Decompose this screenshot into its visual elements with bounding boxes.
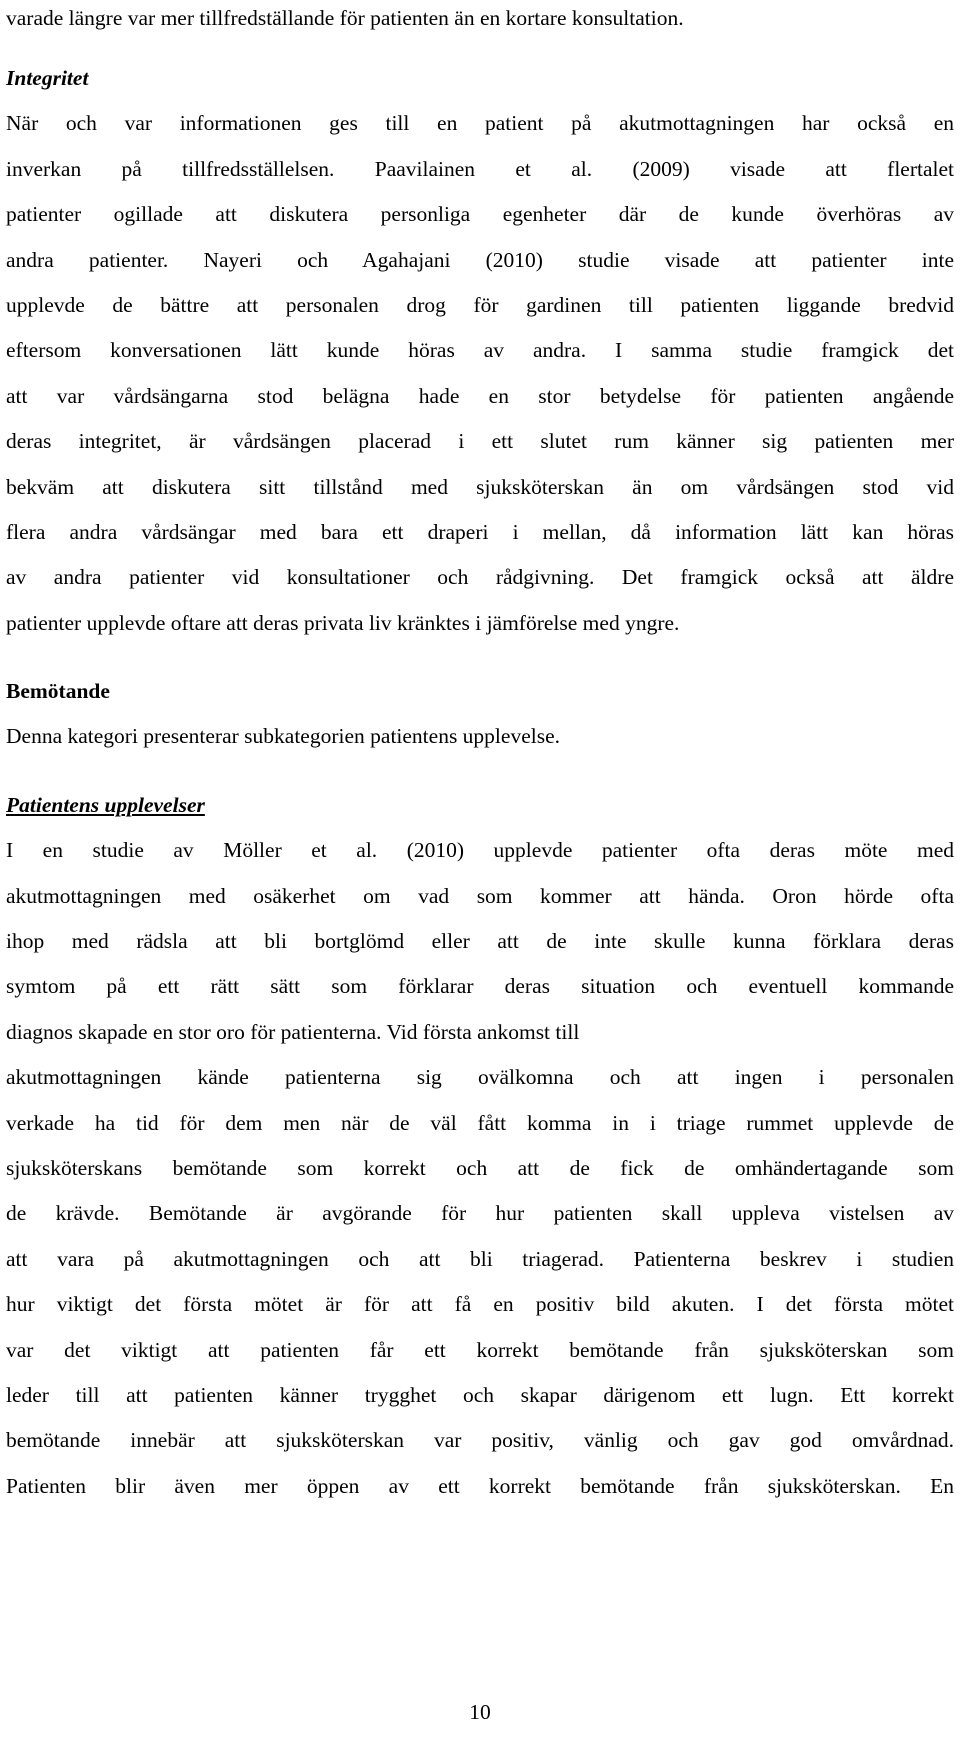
body-text-line: flera andra vårdsängar med bara ett draperi i mellan, då information lätt kan höras (6, 519, 954, 544)
body-text-line: akutmottagningen kände patienterna sig ovälkomna och att ingen i personalen (6, 1065, 954, 1090)
document-page (6, 0, 954, 1509)
body-text-line: andra patienter. Nayeri och Agahajani (2010) studie visade att patienter inte (6, 247, 954, 272)
page-number: 10 (469, 1700, 491, 1724)
body-text-line: av andra patienter vid konsultationer och rådgivning. Det framgick också att äldre (6, 565, 954, 590)
paragraph-integritet (6, 101, 954, 646)
body-text-line: varade längre var mer tillfredställande för patienten än en kortare konsultation. (6, 6, 684, 30)
paragraph-bemotande: Denna kategori presenterar subkategorien patientens upplevelse. (6, 724, 561, 749)
body-text-line: akutmottagningen med osäkerhet om vad som kommer att hända. Oron hörde ofta (6, 883, 954, 908)
body-text-line: upplevde de bättre att personalen drog för gardinen till patienten liggande bredvid (6, 292, 954, 317)
body-text-line: inverkan på tillfredsställelsen. Paavilainen et al. (2009) visade att flertalet (6, 156, 954, 181)
subsection-heading-patientens-upplevelser: Patientens upplevelser (6, 792, 205, 817)
body-text-line: sjuksköterskans bemötande som korrekt och att de fick de omhändertagande som (6, 1155, 954, 1180)
body-text-line: eftersom konversationen lätt kunde höras av andra. I samma studie framgick det (6, 338, 954, 363)
body-text-line: När och var informationen ges till en patient på akutmottagningen har också en (6, 111, 954, 136)
body-text-line: att vara på akutmottagningen och att bli triagerad. Patienterna beskrev i studien (6, 1246, 954, 1271)
body-text-line: I en studie av Möller et al. (2010) upplevde patienter ofta deras möte med (6, 838, 954, 863)
body-text-line: att var vårdsängarna stod belägna hade en stor betydelse för patienten angående (6, 383, 954, 408)
body-text-line: patienter ogillade att diskutera personliga egenheter där de kunde överhöras av (6, 202, 954, 227)
body-text-line: patienter upplevde oftare att deras privata liv kränktes i jämförelse med yngre. (6, 610, 680, 635)
body-text-line: leder till att patienten känner trygghet och skapar därigenom ett lugn. Ett korrekt (6, 1382, 954, 1407)
body-text-line: bekväm att diskutera sitt tillstånd med sjuksköterskan än om vårdsängen stod vid (6, 474, 954, 499)
body-text-line: var det viktigt att patienten får ett korrekt bemötande från sjuksköterskan som (6, 1337, 954, 1362)
section-heading-integritet: Integritet (6, 66, 89, 90)
body-text-line: bemötande innebär att sjuksköterskan var positiv, vänlig och gav god omvårdnad. (6, 1428, 954, 1453)
body-text-line: symtom på ett rätt sätt som förklarar deras situation och eventuell kommande (6, 974, 954, 999)
body-text-line: ihop med rädsla att bli bortglömd eller att de inte skulle kunna förklara deras (6, 929, 954, 954)
body-text-line: verkade ha tid för dem men när de väl fått komma in i triage rummet upplevde de (6, 1110, 954, 1135)
body-text-line: hur viktigt det första mötet är för att få en positiv bild akuten. I det första mötet (6, 1292, 954, 1317)
body-text-line: deras integritet, är vårdsängen placerad i ett slutet rum känner sig patienten mer (6, 429, 954, 454)
body-text-line: Patienten blir även mer öppen av ett korrekt bemötande från sjuksköterskan. En (6, 1473, 954, 1498)
body-text-line: de krävde. Bemötande är avgörande för hur patienten skall uppleva vistelsen av (6, 1201, 954, 1226)
paragraph-upplevelser (6, 828, 954, 1509)
section-heading-bemotande: Bemötande (6, 679, 110, 704)
body-text-line: diagnos skapade en stor oro för patienterna. Vid första ankomst till (6, 1019, 580, 1044)
